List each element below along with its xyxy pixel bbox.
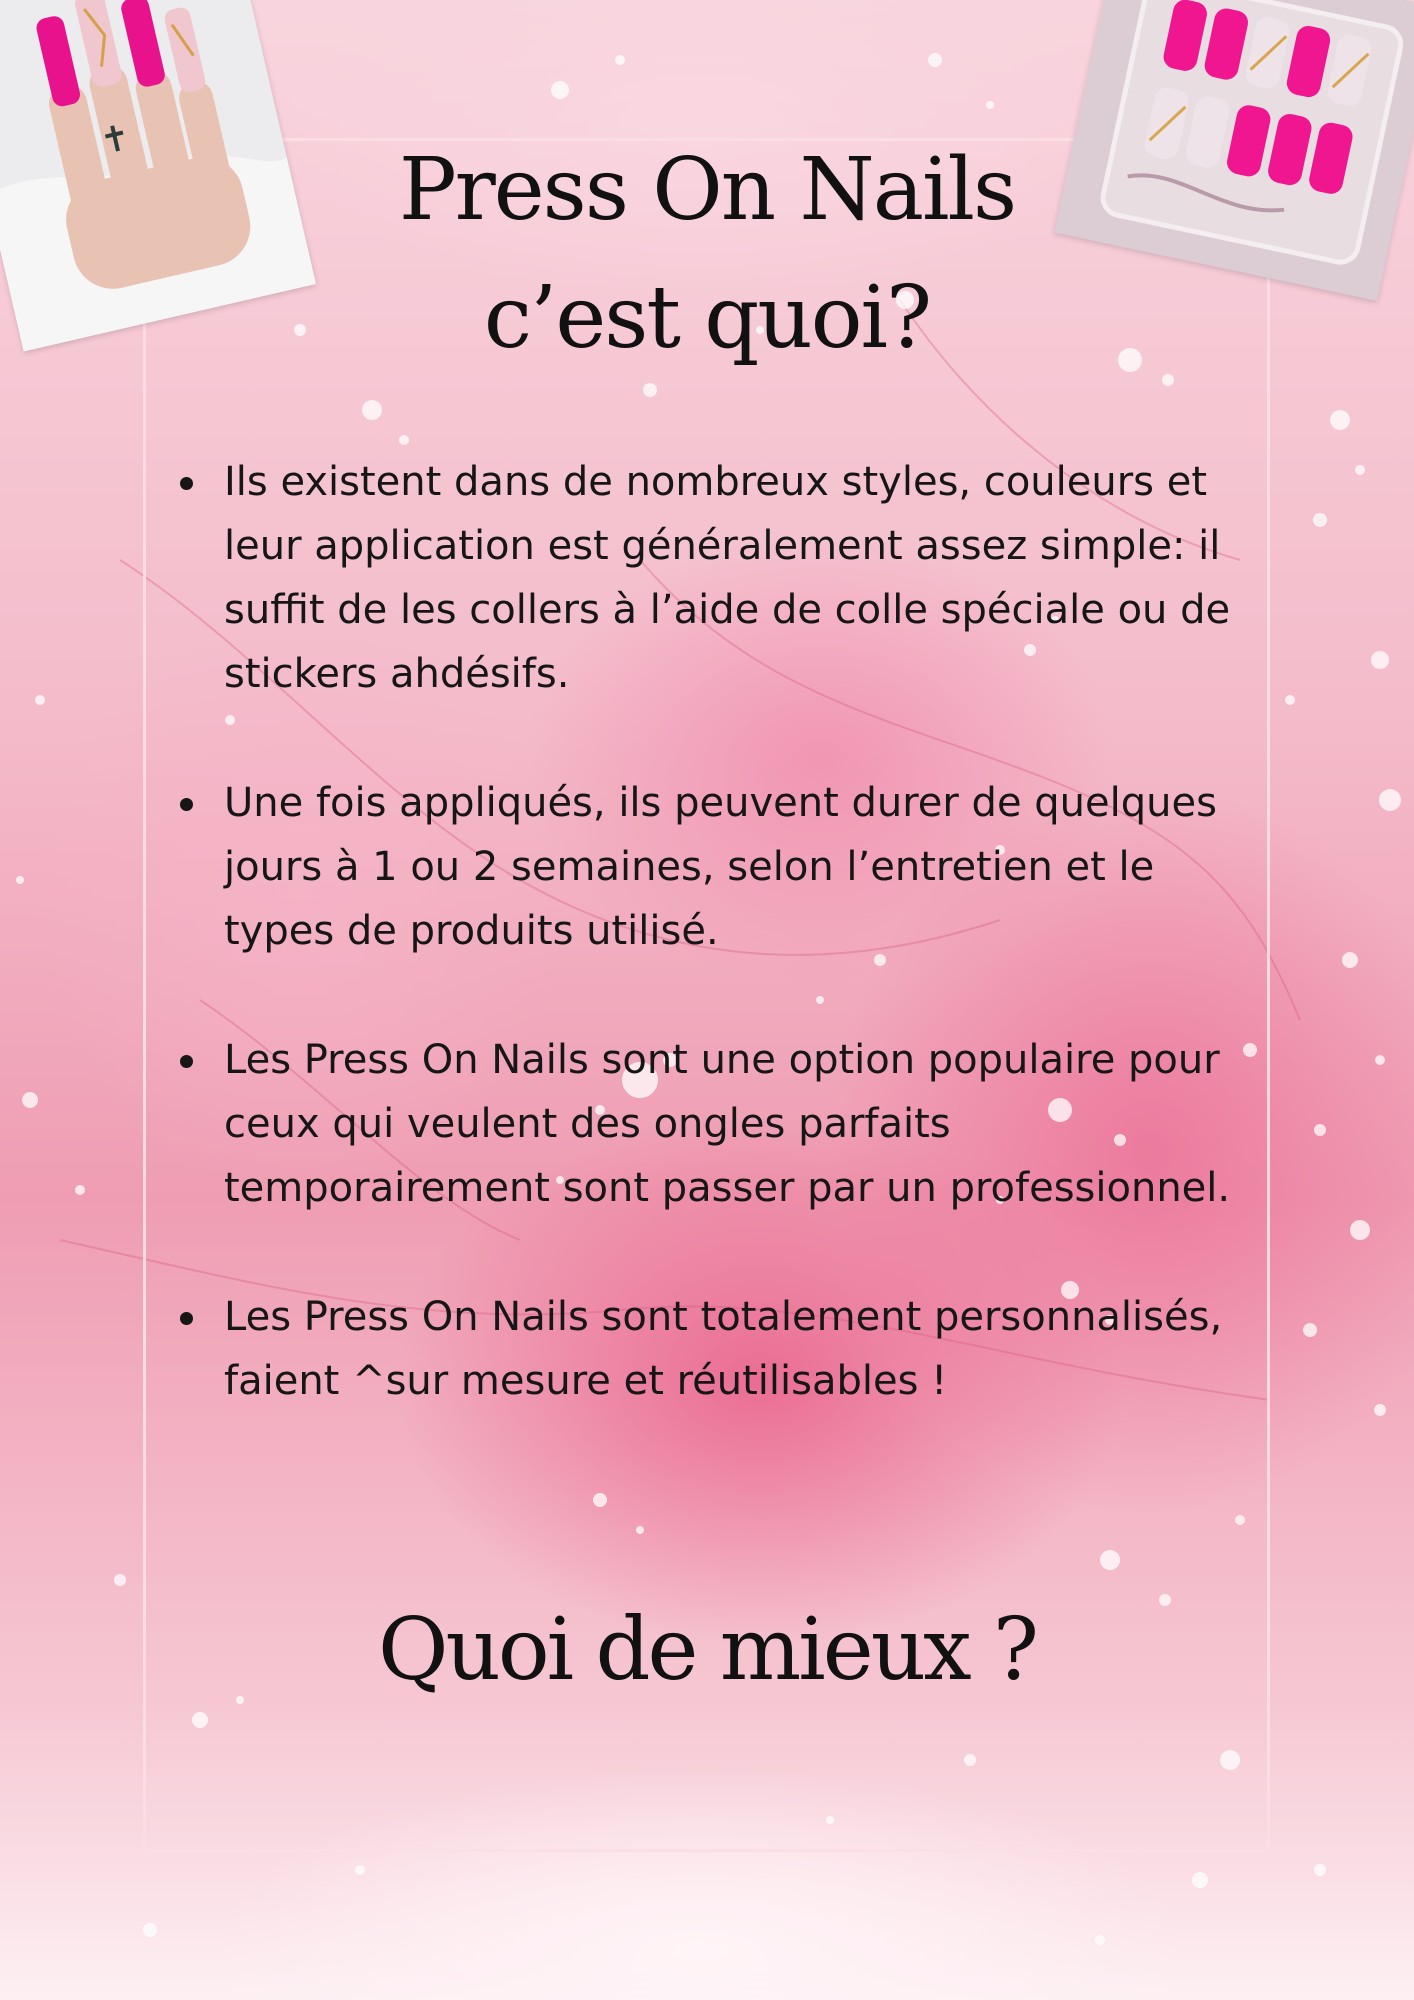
bullet-text: Une fois appliqués, ils peuvent durer de quelques jours à 1 ou 2 semaines, selon l’entretien et le types de produits utilisé.	[224, 780, 1217, 954]
title-line-1: Press On Nails	[398, 140, 1016, 240]
bullet-icon	[180, 798, 193, 811]
list-item	[176, 771, 1236, 963]
bullet-text: Les Press On Nails sont une option populaire pour ceux qui veulent des ongles parfaits temporairement sont passer par un professionnel.	[224, 1037, 1231, 1211]
closing-heading: Quoi de mieux ?	[377, 1600, 1037, 1700]
bullet-icon	[180, 477, 193, 490]
bullet-icon	[180, 1312, 193, 1325]
list-item	[176, 1285, 1236, 1413]
bullet-list	[176, 450, 1236, 1478]
title-line-2: c’est quoi?	[483, 268, 931, 368]
list-item	[176, 450, 1236, 706]
list-item	[176, 1028, 1236, 1220]
bullet-icon	[180, 1055, 193, 1068]
bullet-text: Ils existent dans de nombreux styles, couleurs et leur application est généralement assez simple: il suffit de les collers à l’aide de colle spéciale ou de stickers ahdésifs.	[224, 459, 1231, 697]
bullet-text: Les Press On Nails sont totalement personnalisés, faient ^sur mesure et réutilisables !	[224, 1294, 1223, 1404]
